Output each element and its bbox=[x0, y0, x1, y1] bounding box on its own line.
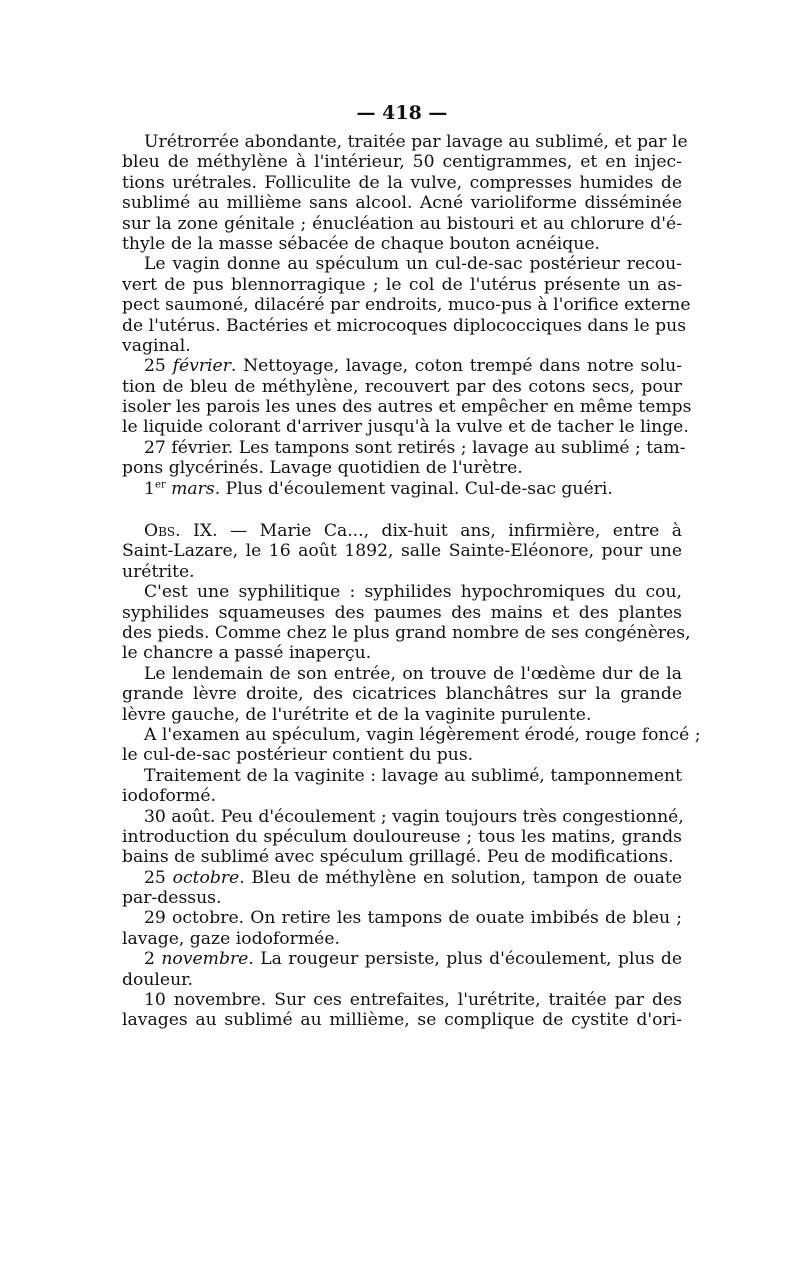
text-run: . Bleu de méthylène en solution, tampon de ouate bbox=[239, 867, 683, 888]
paragraph-syphilitique bbox=[122, 582, 691, 664]
text-line: bains de sublimé avec spéculum grillagé. Peu de modifications. bbox=[122, 847, 674, 868]
text-run: . Plus d'écoulement vaginal. Cul-de-sac guéri. bbox=[214, 478, 613, 499]
text-line: 30 août. Peu d'écoulement ; vagin toujours très congestionné, bbox=[144, 806, 684, 827]
date-number: 2 bbox=[144, 949, 155, 970]
text-line: tion de bleu de méthylène, recouvert par des cotons secs, pour bbox=[122, 376, 682, 397]
text-line: 10 novembre. Sur ces entrefaites, l'urétrite, traitée par des bbox=[144, 990, 682, 1011]
book-page bbox=[122, 100, 701, 1031]
text-line: thyle de la masse sébacée de chaque bouton acnéique. bbox=[122, 233, 600, 254]
text-line: le cul-de-sac postérieur contient du pus. bbox=[122, 745, 474, 766]
paragraph-traitement bbox=[122, 766, 682, 807]
date-number: 1 bbox=[144, 478, 155, 499]
text-line: Urétrorrée abondante, traitée par lavage au sublimé, et par le bbox=[144, 132, 688, 152]
text-line: de l'utérus. Bactéries et microcoques diplococciques dans le pus bbox=[122, 315, 687, 336]
text-line: pons glycérinés. Lavage quotidien de l'urètre. bbox=[122, 458, 523, 479]
text-line: lèvre gauche, de l'urétrite et de la vaginite purulente. bbox=[122, 704, 592, 725]
text-line: tions urétrales. Folliculite de la vulve, compresses humides de bbox=[122, 172, 682, 193]
text-line: le chancre a passé inaperçu. bbox=[122, 643, 372, 664]
text-line bbox=[122, 356, 682, 376]
observation-label: Obs. IX. bbox=[144, 521, 218, 542]
text-line: vaginal. bbox=[122, 335, 191, 356]
text-line bbox=[122, 868, 682, 888]
paragraph-2-novembre bbox=[122, 949, 682, 990]
text-line: isoler les parois les unes des autres et empêcher en même temps bbox=[122, 397, 692, 418]
text-line: Traitement de la vaginite : lavage au sublimé, tamponnement bbox=[144, 765, 682, 786]
section-gap bbox=[122, 499, 682, 521]
text-line: lavages au sublimé au millième, se complique de cystite d'ori- bbox=[122, 1010, 682, 1031]
text-line: sur la zone génitale ; énucléation au bistouri et au chlorure d'é- bbox=[122, 213, 682, 234]
paragraph-vagin bbox=[122, 254, 691, 356]
text-line: vert de pus blennorragique ; le col de l'utérus présente un as- bbox=[122, 274, 682, 295]
text-line: 27 février. Les tampons sont retirés ; lavage au sublimé ; tam- bbox=[144, 437, 686, 458]
text-line: Le vagin donne au spéculum un cul-de-sac postérieur recou- bbox=[144, 254, 682, 275]
paragraph-30-aout bbox=[122, 807, 682, 868]
date-word: mars bbox=[171, 478, 215, 499]
text-line: par-dessus. bbox=[122, 888, 222, 909]
paragraph-29-octobre bbox=[122, 908, 682, 949]
text-line: sublimé au millième sans alcool. Acné varioliforme disséminée bbox=[122, 193, 682, 214]
ordinal-suffix: er bbox=[154, 478, 166, 490]
text-run: . Nettoyage, lavage, coton trempé dans notre solu- bbox=[230, 356, 682, 377]
text-line: A l'examen au spéculum, vagin légèrement érodé, rouge foncé ; bbox=[144, 724, 701, 745]
paragraph-25-fevrier bbox=[122, 356, 692, 438]
text-line: pect saumoné, dilacéré par endroits, muco-pus à l'orifice externe bbox=[122, 295, 691, 316]
text-line: le liquide colorant d'arriver jusqu'à la vulve et de tacher le linge. bbox=[122, 417, 689, 438]
date-number: 25 bbox=[144, 356, 166, 377]
paragraph-1er-mars bbox=[122, 479, 682, 499]
text-line: C'est une syphilitique : syphilides hypochromiques du cou, bbox=[144, 582, 682, 603]
text-line: Le lendemain de son entrée, on trouve de l'œdème dur de la bbox=[144, 663, 682, 684]
text-line: introduction du spéculum douloureuse ; tous les matins, grands bbox=[122, 826, 682, 847]
text-line: 29 octobre. On retire les tampons de ouate imbibés de bleu ; bbox=[144, 908, 682, 929]
text-line: Saint-Lazare, le 16 août 1892, salle Sainte-Eléonore, pour une bbox=[122, 541, 682, 562]
date-word: octobre bbox=[172, 867, 240, 888]
text-line: urétrite. bbox=[122, 561, 195, 582]
paragraph-examen bbox=[122, 724, 701, 766]
text-line: lavage, gaze iodoformée. bbox=[122, 928, 340, 949]
text-run: . La rougeur persiste, plus d'écoulement, plus de bbox=[248, 949, 682, 970]
observation-heading-paragraph bbox=[122, 521, 682, 582]
date-word: février bbox=[172, 356, 231, 377]
text-line bbox=[122, 949, 682, 969]
text-line: syphilides squameuses des paumes des mains et des plantes bbox=[122, 602, 682, 623]
text-line bbox=[122, 479, 682, 499]
text-line: bleu de méthylène à l'intérieur, 50 centigrammes, et en injec- bbox=[122, 152, 682, 173]
paragraph-10-novembre bbox=[122, 990, 682, 1031]
paragraph-uretrorrhea bbox=[122, 132, 688, 254]
text-line: des pieds. Comme chez le plus grand nombre de ses congénères, bbox=[122, 622, 691, 643]
text-line: douleur. bbox=[122, 969, 193, 990]
text-run: — Marie Ca..., dix-huit ans, infirmière, entre à bbox=[217, 521, 682, 542]
paragraph-27-fevrier bbox=[122, 437, 686, 479]
date-number: 25 bbox=[144, 867, 166, 888]
page-number: — 418 — bbox=[356, 102, 448, 124]
text-line: iodoformé. bbox=[122, 786, 217, 807]
date-word: novembre bbox=[161, 949, 249, 970]
text-line: grande lèvre droite, des cicatrices blanchâtres sur la grande bbox=[122, 684, 682, 705]
paragraph-25-octobre bbox=[122, 868, 682, 909]
text-line bbox=[122, 521, 682, 541]
paragraph-lendemain bbox=[122, 664, 682, 725]
